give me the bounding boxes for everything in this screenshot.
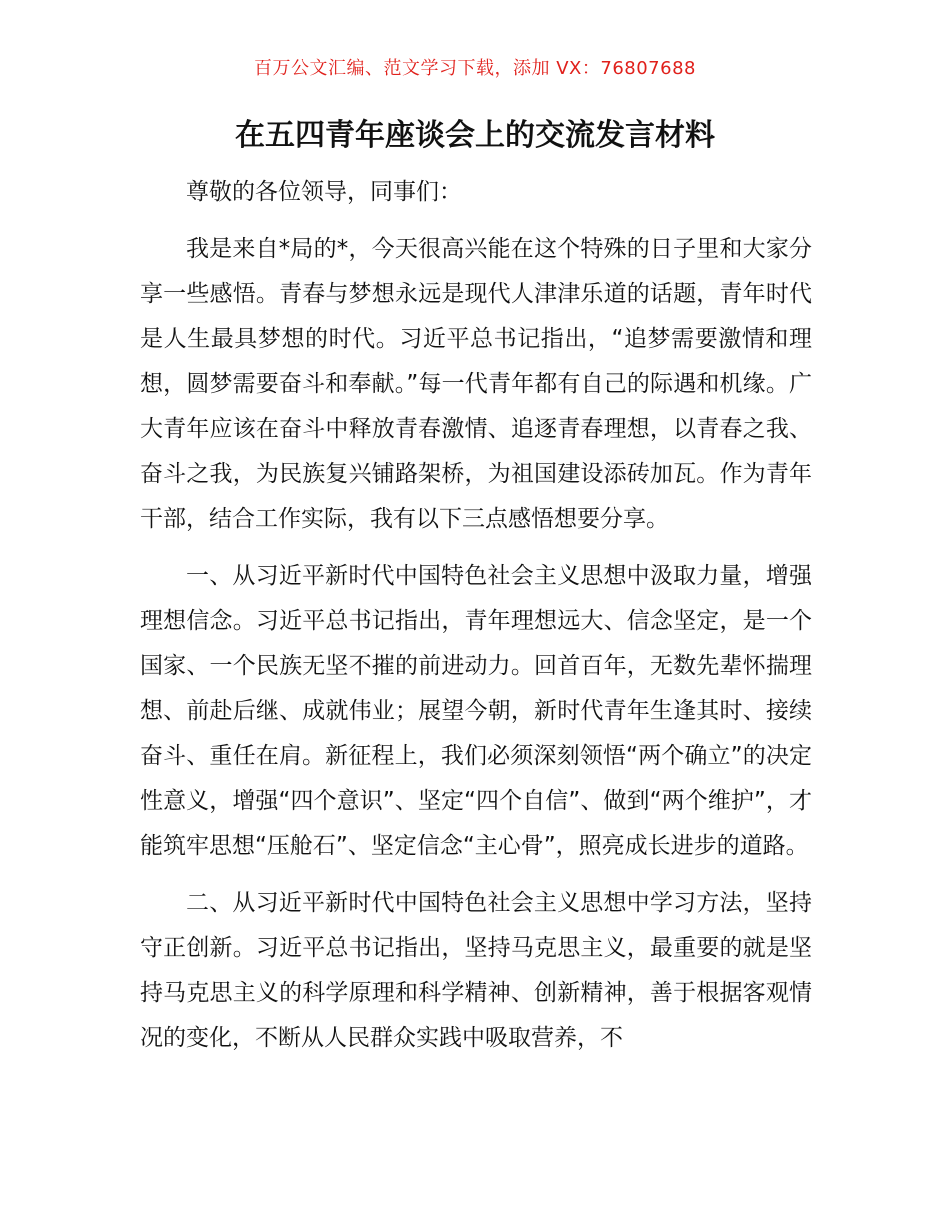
document-body	[140, 170, 812, 1061]
header-banner: 百万公文汇编、范文学习下载，添加 VX：76807688	[254, 58, 696, 79]
paragraph-intro: 我是来自*局的*，今天很高兴能在这个特殊的日子里和大家分享一些感悟。青春与梦想永远是现代人津津乐道的话题，青年时代是人生最具梦想的时代。习近平总书记指出，“追梦需要激情和理想，圆梦需要奋斗和奉献。”每一代青年都有自己的际遇和机缘。广大青年应该在奋斗中释放青春激情、追逐青春理想，以青春之我、奋斗之我，为民族复兴铺路架桥，为祖国建设添砖加瓦。作为青年干部，结合工作实际，我有以下三点感悟想要分享。	[140, 236, 812, 532]
salutation: 尊敬的各位领导，同事们：	[186, 179, 462, 205]
paragraph-point-one: 一、从习近平新时代中国特色社会主义思想中汲取力量，增强理想信念。习近平总书记指出，青年理想远大、信念坚定，是一个国家、一个民族无坚不摧的前进动力。回首百年，无数先辈怀揣理想、前赴后继、成就伟业；展望今朝，新时代青年生逢其时、接续奋斗、重任在肩。新征程上，我们必须深刻领悟“两个确立”的决定性意义，增强“四个意识”、坚定“四个自信”、做到“两个维护”，才能筑牢思想“压舱石”、坚定信念“主心骨”，照亮成长进步的道路。	[140, 563, 812, 859]
document-title: 在五四青年座谈会上的交流发言材料	[235, 118, 715, 153]
paragraph-point-two: 二、从习近平新时代中国特色社会主义思想中学习方法，坚持守正创新。习近平总书记指出，坚持马克思主义，最重要的就是坚持马克思主义的科学原理和科学精神、创新精神，善于根据客观情况的变化，不断从人民群众实践中吸取营养，不	[140, 890, 812, 1051]
